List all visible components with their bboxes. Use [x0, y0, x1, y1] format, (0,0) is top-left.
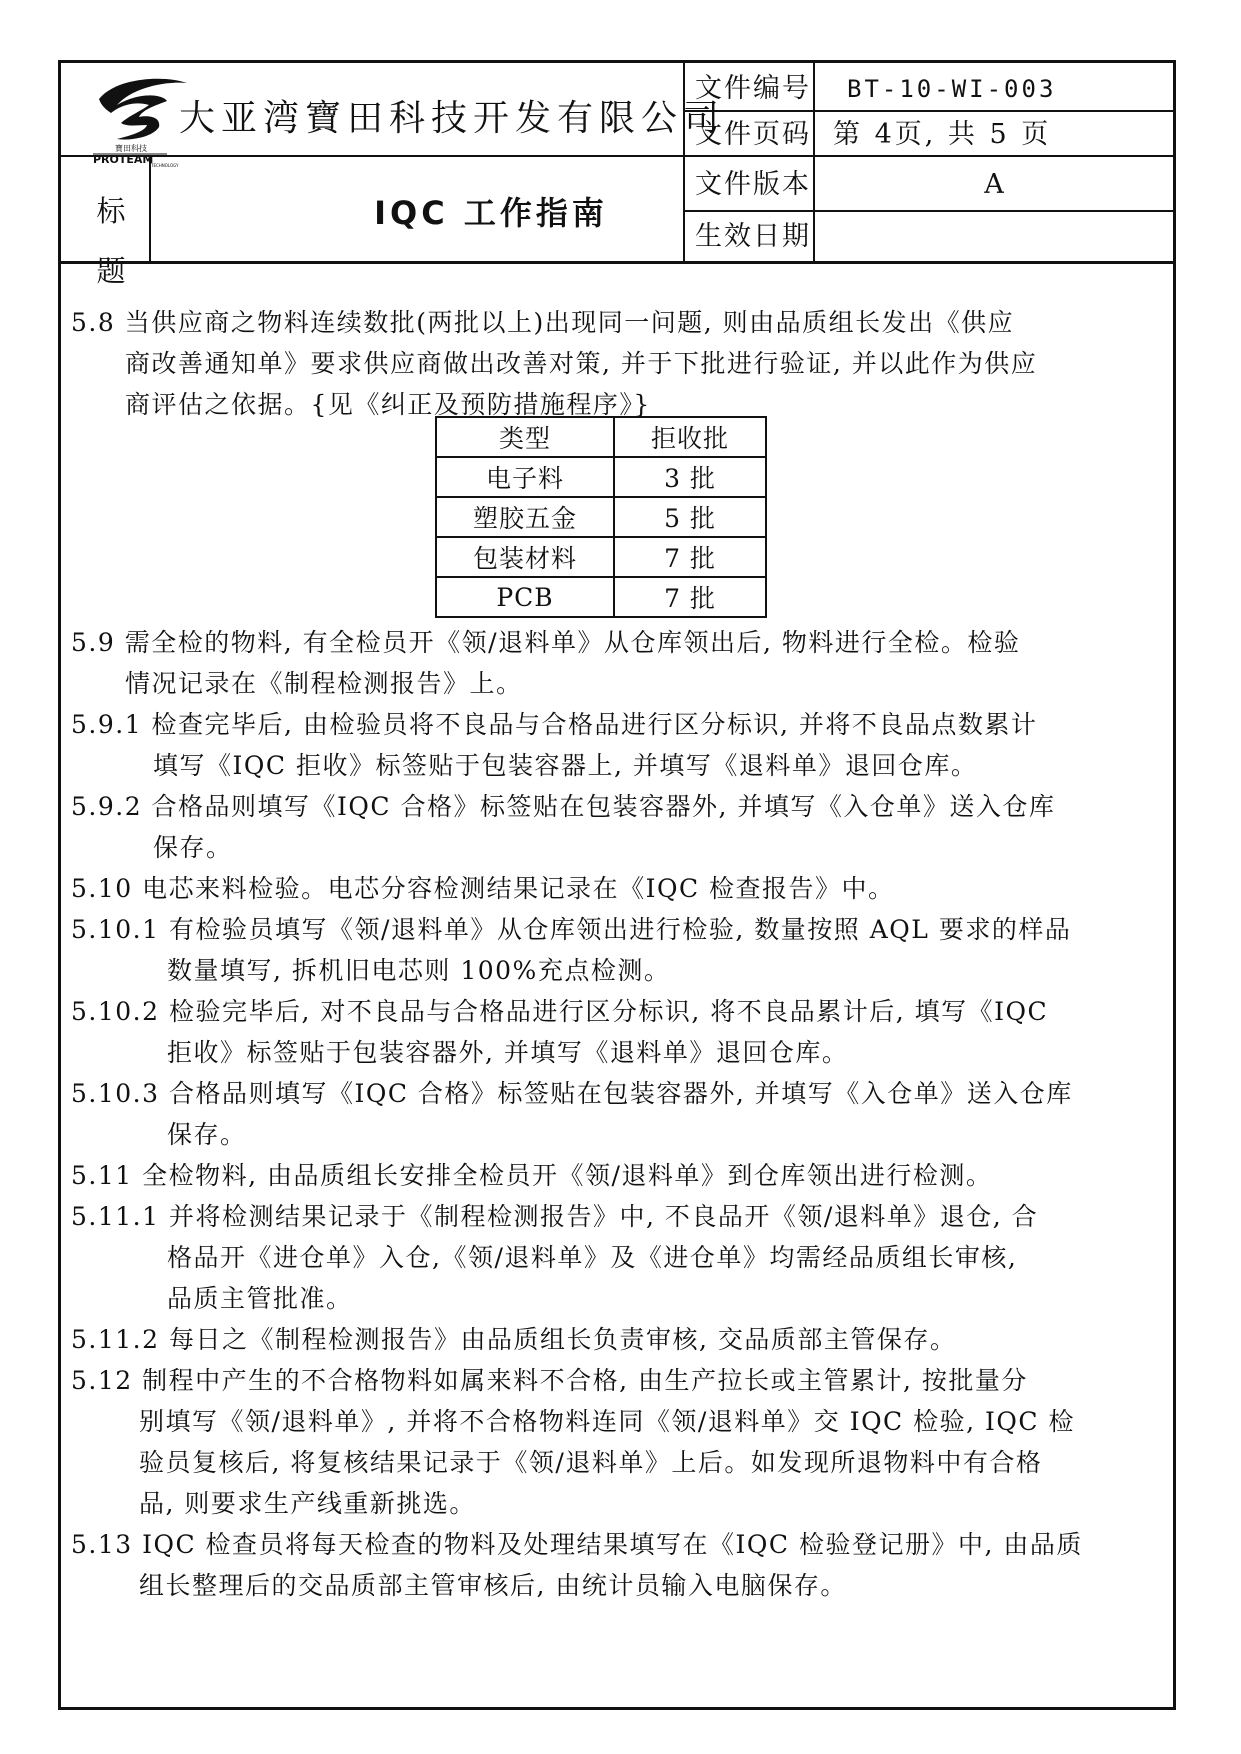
line: 保存。: [153, 833, 233, 862]
section-5-9-2: [71, 786, 1055, 868]
document-frame: [58, 60, 1176, 1710]
table-cell: 7 批: [614, 577, 766, 617]
line: 验员复核后, 将复核结果记录于《领/退料单》上后。如发现所退物料中有合格: [139, 1448, 1043, 1477]
title-label: 标 题: [96, 194, 140, 288]
label-doc-version: 文件版本: [695, 169, 811, 200]
table-cell: 7 批: [614, 537, 766, 577]
line: 数量填写, 拆机旧电芯则 100%充点检测。: [167, 956, 671, 985]
table-cell: 包装材料: [436, 537, 614, 577]
line: 品质主管批准。: [167, 1284, 353, 1313]
line: 组长整理后的交品质部主管审核后, 由统计员输入电脑保存。: [139, 1571, 847, 1600]
line: 5.11.2 每日之《制程检测报告》由品质组长负责审核, 交品质部主管保存。: [71, 1325, 957, 1354]
section-5-13: [71, 1524, 1083, 1606]
reject-batch-table: [435, 416, 767, 618]
label-effective-date: 生效日期: [695, 221, 811, 252]
line: 填写《IQC 拒收》标签贴于包装容器上, 并填写《退料单》退回仓库。: [153, 751, 978, 780]
line: 5.11.1 并将检测结果记录于《制程检测报告》中, 不良品开《领/退料单》退仓, 合: [71, 1202, 1039, 1231]
line: 别填写《领/退料单》, 并将不合格物料连同《领/退料单》交 IQC 检验, IQC 检: [139, 1407, 1075, 1436]
line: 5.11 全检物料, 由品质组长安排全检员开《领/退料单》到仓库领出进行检测。: [71, 1161, 993, 1190]
line: 5.10.2 检验完毕后, 对不良品与合格品进行区分标识, 将不良品累计后, 填写《IQC: [71, 997, 1049, 1026]
section-5-10: [71, 868, 895, 909]
header-divider-mid: [61, 155, 1173, 157]
table-row: [436, 577, 766, 617]
section-5-10-3: [71, 1073, 1073, 1155]
label-doc-number: 文件编号: [695, 73, 811, 104]
line: 5.13 IQC 检查员将每天检查的物料及处理结果填写在《IQC 检验登记册》中, 由品质: [71, 1530, 1083, 1559]
table-cell: PCB: [436, 577, 614, 617]
section-5-12: [71, 1360, 1075, 1524]
line: 5.8 当供应商之物料连续数批(两批以上)出现同一问题, 则由品质组长发出《供应: [71, 308, 1015, 337]
label-page-number: 文件页码: [695, 119, 811, 150]
line: 5.10.1 有检验员填写《领/退料单》从仓库领出进行检验, 数量按照 AQL 要求的样品: [71, 915, 1072, 944]
line: 5.9 需全检的物料, 有全检员开《领/退料单》从仓库领出后, 物料进行全检。检验: [71, 628, 1021, 657]
header-divider-bottom: [61, 261, 1173, 264]
line: 5.9.1 检查完毕后, 由检验员将不良品与合格品进行区分标识, 并将不良品点数累计: [71, 710, 1038, 739]
document-title: IQC 工作指南: [374, 194, 608, 232]
line: 品, 则要求生产线重新挑选。: [139, 1489, 476, 1518]
section-5-8: [71, 302, 1037, 425]
table-row: [436, 497, 766, 537]
line: 5.10.3 合格品则填写《IQC 合格》标签贴在包装容器外, 并填写《入仓单》送入仓库: [71, 1079, 1073, 1108]
table-header-row: [436, 417, 766, 457]
line: 商评估之依据。{见《纠正及预防措施程序》}: [125, 390, 651, 419]
line: 格品开《进仓单》入仓,《领/退料单》及《进仓单》均需经品质组长审核,: [167, 1243, 1018, 1272]
doc-version: A: [984, 169, 1006, 200]
line: 情况记录在《制程检测报告》上。: [125, 669, 523, 698]
section-5-11-1: [71, 1196, 1038, 1319]
table-cell: 电子料: [436, 457, 614, 497]
section-5-9-1: [71, 704, 1037, 786]
section-5-11-2: [71, 1319, 956, 1360]
table-cell: 塑胶五金: [436, 497, 614, 537]
page-number: 第 4页, 共 5 页: [833, 119, 1052, 150]
logo-chinese-text: 寶田科技: [115, 144, 147, 153]
section-5-9: [71, 622, 1020, 704]
section-5-10-1: [71, 909, 1071, 991]
line: 拒收》标签贴于包装容器外, 并填写《退料单》退回仓库。: [167, 1038, 849, 1067]
logo-brand-text: PROTEAM: [93, 153, 154, 166]
section-5-11: [71, 1155, 992, 1196]
table-row: [436, 537, 766, 577]
line: 5.10 电芯来料检验。电芯分容检测结果记录在《IQC 检查报告》中。: [71, 874, 895, 903]
logo-sub-text: TECHNOLOGY: [151, 163, 179, 167]
table-header-reject: 拒收批: [614, 417, 766, 457]
line: 5.12 制程中产生的不合格物料如属来料不合格, 由生产拉长或主管累计, 按批量分: [71, 1366, 1028, 1395]
line: 5.9.2 合格品则填写《IQC 合格》标签贴在包装容器外, 并填写《入仓单》送入仓库: [71, 792, 1056, 821]
table-row: [436, 457, 766, 497]
line: 保存。: [167, 1120, 247, 1149]
doc-number: BT-10-WI-003: [847, 75, 1057, 103]
table-cell: 3 批: [614, 457, 766, 497]
section-5-10-2: [71, 991, 1048, 1073]
table-header-type: 类型: [436, 417, 614, 457]
company-name: 大亚湾寶田科技开发有限公司: [179, 98, 726, 139]
line: 商改善通知单》要求供应商做出改善对策, 并于下批进行验证, 并以此作为供应: [125, 349, 1038, 378]
table-cell: 5 批: [614, 497, 766, 537]
